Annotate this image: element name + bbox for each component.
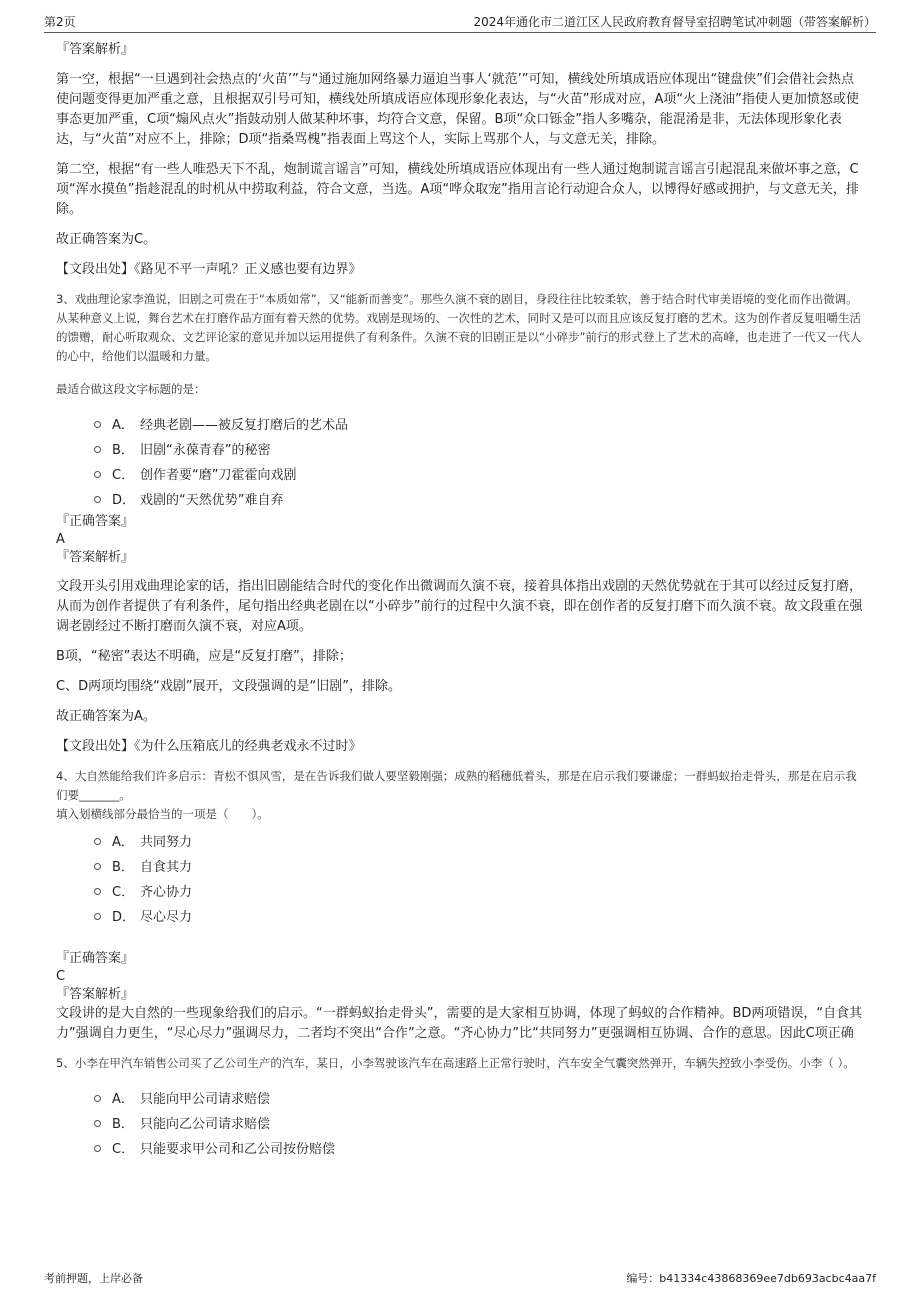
answer-conclusion: 故正确答案为A。 <box>56 709 156 724</box>
correct-answer: C <box>56 969 66 984</box>
radio-icon[interactable] <box>94 446 101 453</box>
option-b[interactable]: B． 自食其力 <box>94 855 866 880</box>
analysis-tag: 『答案解析』 <box>56 987 135 1002</box>
analysis-paragraph: 第二空，根据“有一些人唯恐天下不乱，炮制谎言谣言”可知，横线处所填成语应体现出有一些人通过炮制谎言谣言引起混乱来做坏事之意，C项“浑水摸鱼”指趁混乱的时机从中捞取利益，符合文意，当选。A项“哗众取宠”指用言论行动迎合众人，以博得好感或拥护，与文意无关，排除。 <box>56 162 859 217</box>
analysis-paragraph: 文段讲的是大自然的一些现象给我们的启示。“一群蚂蚁抬走骨头”，需要的是大家相互协调，体现了蚂蚁的合作精神。BD两项错误，“自食其力”强调自力更生，“尽心尽力”强调尽力，二者均不突出“合作”之意。“齐心协力”比“共同努力”更强调相互协调、合作的意思。因此C项正确 <box>56 1006 863 1041</box>
radio-icon[interactable] <box>94 471 101 478</box>
option-a[interactable]: A． 共同努力 <box>94 830 866 855</box>
option-d[interactable]: D． 尽心尽力 <box>94 905 866 930</box>
option-a[interactable]: A． 经典老剧——被反复打磨后的艺术品 <box>94 413 866 438</box>
option-c[interactable]: C． 创作者要“磨”刀霍霍向戏剧 <box>94 463 866 488</box>
option-a[interactable]: A． 只能向甲公司请求赔偿 <box>94 1087 866 1112</box>
document-id: 编号：b41334c43868369ee7db693acbc4aa7f <box>626 1272 876 1285</box>
correct-answer-tag: 『正确答案』 <box>56 951 135 966</box>
page-number: 第2页 <box>44 15 76 29</box>
option-b[interactable]: B． 只能向乙公司请求赔偿 <box>94 1112 866 1137</box>
footer-slogan: 考前押题，上岸必备 <box>44 1272 143 1285</box>
question-prompt: 最适合做这段文字标题的是： <box>56 382 206 396</box>
analysis-tag: 『答案解析』 <box>56 42 135 57</box>
document-body <box>56 40 866 1162</box>
source-citation: 【文段出处】《为什么压箱底儿的经典老戏永不过时》 <box>56 739 362 754</box>
correct-answer-tag: 『正确答案』 <box>56 514 135 529</box>
radio-icon[interactable] <box>94 1120 101 1127</box>
source-citation: 【文段出处】《路见不平一声吼？正义感也要有边界》 <box>56 262 362 277</box>
page-header <box>44 12 876 33</box>
analysis-paragraph: C、D两项均围绕“戏剧”展开，文段强调的是“旧剧”，排除。 <box>56 679 402 694</box>
analysis-paragraph: B项，“秘密”表达不明确，应是“反复打磨”，排除； <box>56 649 352 664</box>
question-stem: 5、小李在甲汽车销售公司买了乙公司生产的汽车，某日，小李驾驶该汽车在高速路上正常行驶时，汽车安全气囊突然弹开，车辆失控致小李受伤。小李（ ）。 <box>56 1056 855 1070</box>
analysis-paragraph: 第一空，根据“一旦遇到社会热点的‘火苗’”与“通过施加网络暴力逼迫当事人‘就范’”可知，横线处所填成语应体现出“键盘侠”们会借社会热点使问题变得更加严重之意，且根据双引号可知，横线处所填成语应体现形象化表达，与“火苗”形成对应，A项“火上浇油”指使人更加愤怒或使事态更加严重，C项“煽风点火”指鼓动别人做某种坏事，均符合文意，保留。B项“众口铄金”指人多嘴杂，能混淆是非，无法体现形象化表达，与“火苗”对应不上，排除；D项“指桑骂槐”指表面上骂这个人，实际上骂那个人，与文意无关，排除。 <box>56 72 859 147</box>
analysis-tag: 『答案解析』 <box>56 550 135 565</box>
radio-icon[interactable] <box>94 1145 101 1152</box>
radio-icon[interactable] <box>94 838 101 845</box>
question-stem: 3、戏曲理论家李渔说，旧剧之可贵在于“本质如常”，又“能新而善变”。那些久演不衰的剧目，身段往往比较柔软，善于结合时代审美语境的变化而作出微调。从某种意义上说，舞台艺术在打磨作品方面有着天然的优势。戏剧是现场的、一次性的艺术，同时又是可以而且应该反复打磨的艺术。这为创作者反复咀嚼生活的馈赠，耐心听取观众、文艺评论家的意见并加以运用提供了有利条件。久演不衰的旧剧正是以“小碎步”前行的形式登上了艺术的高峰，也走进了一代又一代人的心中，给他们以温暖和力量。 <box>56 292 862 363</box>
correct-answer: A <box>56 532 65 547</box>
radio-icon[interactable] <box>94 1095 101 1102</box>
document-title: 2024年通化市二道江区人民政府教育督导室招聘笔试冲刺题（带答案解析） <box>473 15 876 29</box>
radio-icon[interactable] <box>94 496 101 503</box>
question-prompt: 填入划横线部分最恰当的一项是（ ）。 <box>56 807 269 821</box>
option-c[interactable]: C． 齐心协力 <box>94 880 866 905</box>
radio-icon[interactable] <box>94 913 101 920</box>
answer-conclusion: 故正确答案为C。 <box>56 232 157 247</box>
radio-icon[interactable] <box>94 421 101 428</box>
analysis-paragraph: 文段开头引用戏曲理论家的话，指出旧剧能结合时代的变化作出微调而久演不衰，接着具体指出戏剧的天然优势就在于其可以经过反复打磨，从而为创作者提供了有利条件，尾句指出经典老剧在以“小碎步”前行的过程中久演不衰，即在创作者的反复打磨下而久演不衰。故文段重在强调老剧经过不断打磨而久演不衰，对应A项。 <box>56 579 863 634</box>
question-stem: 4、大自然能给我们许多启示：青松不惧风雪，是在告诉我们做人要坚毅刚强；成熟的稻穗低着头，那是在启示我们要谦虚；一群蚂蚁抬走骨头，那是在启示我们要_______。 <box>56 769 857 802</box>
option-c[interactable]: C． 只能要求甲公司和乙公司按份赔偿 <box>94 1137 866 1162</box>
option-d[interactable]: D． 戏剧的“天然优势”难自弃 <box>94 488 866 513</box>
radio-icon[interactable] <box>94 863 101 870</box>
option-b[interactable]: B． 旧剧“永葆青春”的秘密 <box>94 438 866 463</box>
radio-icon[interactable] <box>94 888 101 895</box>
